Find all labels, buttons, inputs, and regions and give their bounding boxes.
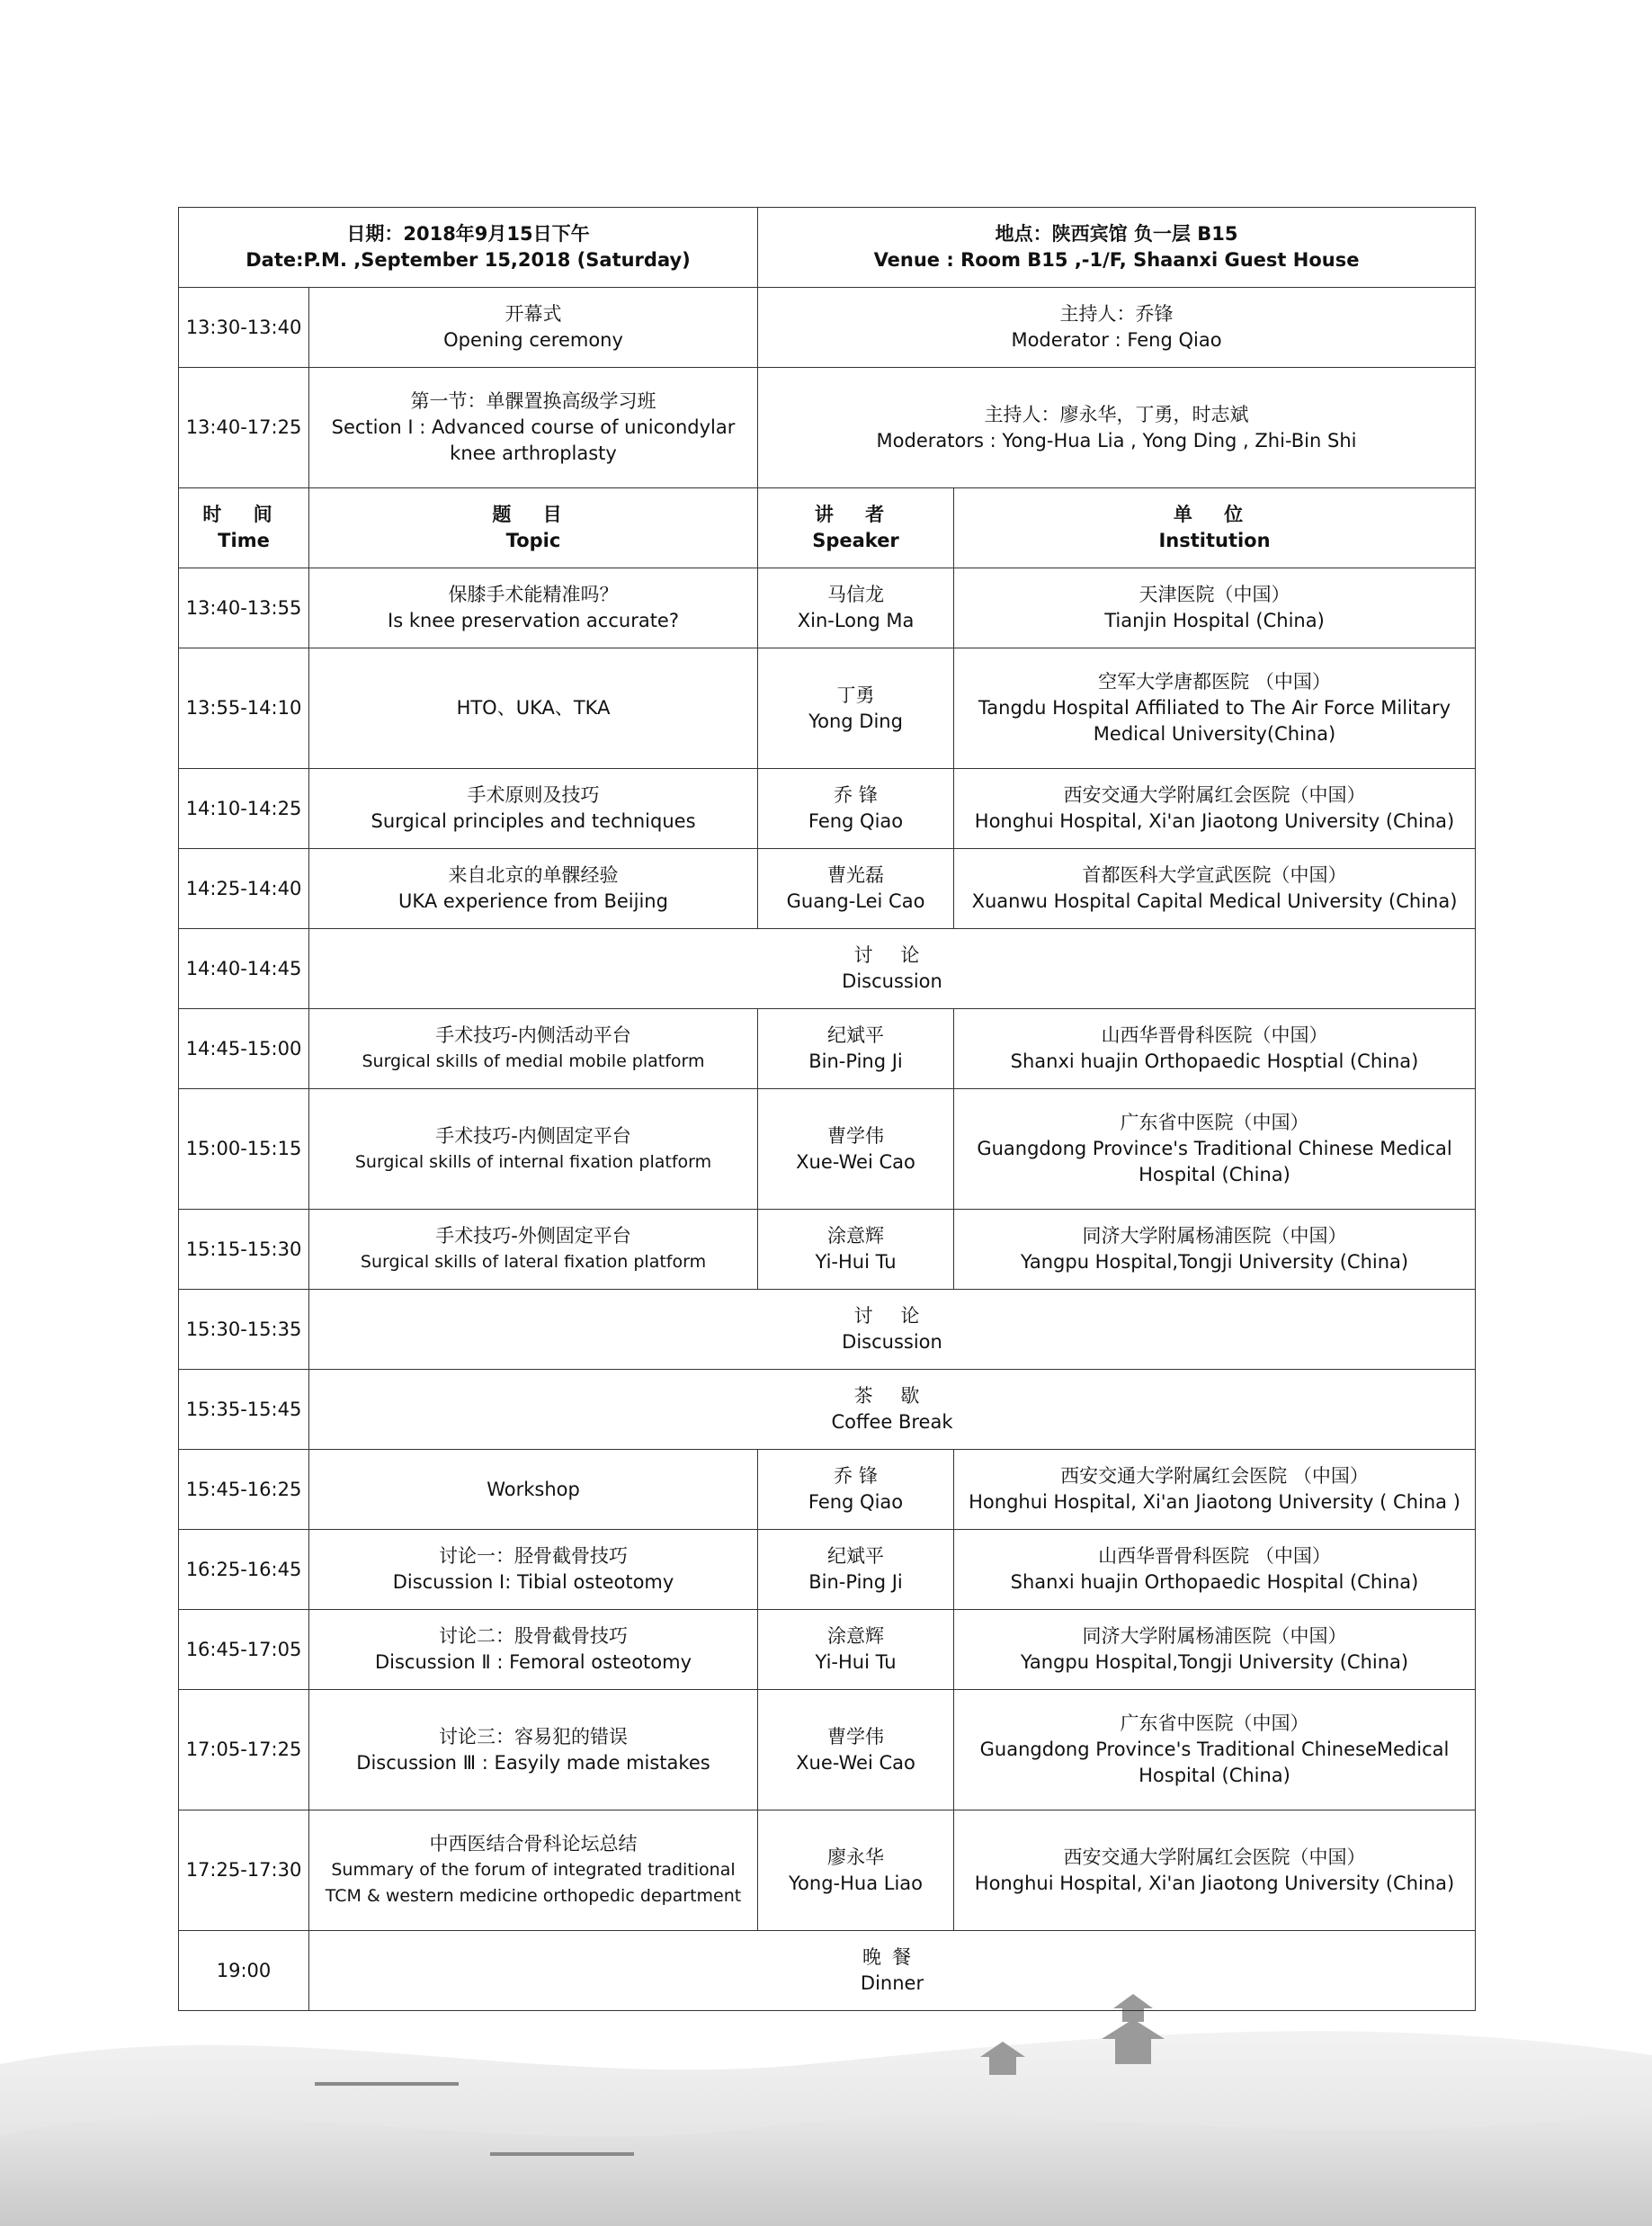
table-row — [179, 769, 1476, 849]
venue-cell — [758, 208, 1476, 288]
date-zh: 日期：2018年9月15日下午 — [346, 223, 590, 245]
time-cell: 13:55-14:10 — [179, 648, 309, 769]
topic-en-line2: knee arthroplasty — [450, 443, 617, 464]
topic-cell — [309, 1210, 758, 1290]
topic-cell-line: 手术技巧-外侧固定平台 — [435, 1225, 631, 1247]
table-row — [179, 1370, 1476, 1450]
topic-cell-line: 保膝手术能精准吗？ — [448, 584, 619, 605]
speaker-cell — [758, 648, 954, 769]
topic-cell — [309, 849, 758, 929]
time-cell: 17:25-17:30 — [179, 1810, 309, 1931]
merged-cell-line: Discussion — [842, 970, 942, 992]
institution-cell — [954, 568, 1476, 648]
speaker-cell-line: Xue-Wei Cao — [796, 1751, 915, 1774]
speaker-cell-line: 纪斌平 — [827, 1024, 885, 1046]
topic-cell-line: Discussion Ⅰ: Tibial osteotomy — [392, 1571, 674, 1593]
institution-cell-line: Tangdu Hospital Affiliated to The Air Force Military — [978, 697, 1451, 719]
moderator-cell — [758, 288, 1476, 368]
merged-cell — [309, 1290, 1476, 1370]
institution-cell-line: 天津医院（中国） — [1139, 584, 1290, 605]
speaker-cell-line: 马信龙 — [827, 584, 885, 605]
speaker-cell-line: Bin-Ping Ji — [808, 1571, 903, 1593]
speaker-cell — [758, 1690, 954, 1810]
speaker-cell — [758, 849, 954, 929]
topic-cell — [309, 1810, 758, 1931]
merged-cell-line: Discussion — [842, 1331, 942, 1353]
institution-cell-line: Tianjin Hospital (China) — [1104, 610, 1325, 631]
institution-cell-line: Medical University(China) — [1093, 723, 1336, 745]
institution-cell-line: 广东省中医院（中国） — [1120, 1712, 1309, 1734]
topic-en: Opening ceremony — [443, 329, 623, 351]
speaker-cell-line: 曹学伟 — [827, 1725, 885, 1748]
institution-cell-line: 西安交通大学附属红会医院 （中国） — [1060, 1465, 1369, 1487]
table-row — [179, 1089, 1476, 1210]
time-cell: 17:05-17:25 — [179, 1690, 309, 1810]
time-cell: 15:35-15:45 — [179, 1370, 309, 1450]
speaker-cell-line: Feng Qiao — [808, 1491, 904, 1513]
topic-en-line1: Section Ⅰ : Advanced course of unicondylar — [331, 416, 736, 438]
merged-cell — [309, 929, 1476, 1009]
time-cell: 14:25-14:40 — [179, 849, 309, 929]
col-time-header — [179, 488, 309, 568]
institution-cell — [954, 1690, 1476, 1810]
institution-cell-line: Shanxi huajin Orthopaedic Hospital (China) — [1010, 1571, 1419, 1593]
speaker-cell-line: Yi-Hui Tu — [815, 1251, 897, 1273]
topic-cell-line: 中西医结合骨科论坛总结 — [429, 1833, 638, 1855]
institution-cell-line: 首都医科大学宣武医院（中国） — [1082, 864, 1347, 886]
merged-cell — [309, 1370, 1476, 1450]
speaker-cell-line: 涂意辉 — [827, 1225, 885, 1247]
table-row — [179, 568, 1476, 648]
speaker-cell-line: Bin-Ping Ji — [808, 1050, 903, 1072]
speaker-cell-line: Xue-Wei Cao — [796, 1150, 915, 1173]
table-row — [179, 1810, 1476, 1931]
topic-cell — [309, 288, 758, 368]
institution-cell — [954, 1530, 1476, 1610]
institution-cell-line: Guangdong Province's Traditional ChineseMedical — [979, 1739, 1450, 1760]
merged-cell-line: Dinner — [860, 1972, 924, 1994]
speaker-cell-line: Yong Ding — [808, 710, 903, 732]
speaker-cell-line: 曹光磊 — [827, 864, 885, 886]
topic-cell-line: Discussion Ⅱ : Femoral osteotomy — [374, 1651, 692, 1673]
institution-cell-line: Yangpu Hospital,Tongji University (China) — [1020, 1251, 1409, 1273]
time-cell: 13:40-13:55 — [179, 568, 309, 648]
venue-en: Venue : Room B15 ,-1/F, Shaanxi Guest House — [873, 249, 1360, 271]
merged-cell-line: 茶 歇 — [853, 1385, 931, 1407]
institution-cell-line: 西安交通大学附属红会医院（中国） — [1063, 1846, 1366, 1868]
time-cell: 16:25-16:45 — [179, 1530, 309, 1610]
topic-cell-line: Surgical skills of lateral fixation platform — [360, 1252, 707, 1272]
speaker-cell-line: Guang-Lei Cao — [786, 890, 925, 912]
col-topic-header — [309, 488, 758, 568]
moderator-en: Moderator : Feng Qiao — [1011, 329, 1222, 351]
topic-cell-line: 讨论三：容易犯的错误 — [439, 1725, 628, 1748]
speaker-cell — [758, 568, 954, 648]
speaker-cell-line: 丁勇 — [836, 684, 875, 706]
table-row — [179, 1450, 1476, 1530]
speaker-cell-line: Yi-Hui Tu — [815, 1651, 897, 1673]
topic-cell-line: Surgical skills of internal fixation platform — [354, 1151, 712, 1172]
col-institution-zh: 单 位 — [1173, 504, 1256, 525]
merged-cell-line: Coffee Break — [831, 1411, 953, 1433]
speaker-cell-line: 涂意辉 — [827, 1625, 885, 1647]
col-speaker-en: Speaker — [812, 530, 899, 551]
topic-cell-line: Surgical skills of medial mobile platform — [362, 1051, 705, 1071]
table-row — [179, 1931, 1476, 2011]
moderator-cell — [758, 368, 1476, 488]
institution-cell-line: 空军大学唐都医院 （中国） — [1098, 671, 1331, 693]
speaker-cell — [758, 1009, 954, 1089]
topic-cell-line: UKA experience from Beijing — [398, 890, 668, 912]
topic-cell-line: 手术技巧-内侧活动平台 — [435, 1024, 631, 1046]
schedule-table — [178, 207, 1476, 2011]
table-row — [179, 849, 1476, 929]
col-time-zh: 时 间 — [202, 504, 285, 525]
table-row — [179, 1210, 1476, 1290]
institution-cell-line: Honghui Hospital, Xi'an Jiaotong University (China) — [974, 810, 1455, 832]
institution-cell — [954, 1009, 1476, 1089]
speaker-cell — [758, 1810, 954, 1931]
table-row — [179, 929, 1476, 1009]
col-speaker-zh: 讲 者 — [814, 504, 897, 525]
speaker-cell — [758, 1530, 954, 1610]
speaker-cell-line: 乔 锋 — [834, 784, 878, 806]
column-header-row — [179, 488, 1476, 568]
topic-cell — [309, 1610, 758, 1690]
institution-cell — [954, 1810, 1476, 1931]
time-cell: 15:15-15:30 — [179, 1210, 309, 1290]
time-cell: 19:00 — [179, 1931, 309, 2011]
time-cell: 15:30-15:35 — [179, 1290, 309, 1370]
col-institution-header — [954, 488, 1476, 568]
col-topic-en: Topic — [505, 530, 561, 551]
time-cell: 14:45-15:00 — [179, 1009, 309, 1089]
col-institution-en: Institution — [1158, 530, 1271, 551]
institution-cell — [954, 1089, 1476, 1210]
institution-cell-line: Xuanwu Hospital Capital Medical University (China) — [971, 890, 1458, 912]
topic-cell-line: 来自北京的单髁经验 — [448, 864, 619, 886]
topic-cell-line: 手术原则及技巧 — [467, 784, 600, 806]
institution-cell-line: Hospital (China) — [1139, 1164, 1290, 1185]
table-row — [179, 1690, 1476, 1810]
topic-cell-line: 讨论一：胫骨截骨技巧 — [439, 1545, 628, 1567]
merged-cell-line: 晚餐 — [862, 1946, 922, 1968]
table-row — [179, 1009, 1476, 1089]
speaker-cell — [758, 1450, 954, 1530]
institution-cell-line: 广东省中医院（中国） — [1120, 1112, 1309, 1133]
institution-cell — [954, 1210, 1476, 1290]
institution-cell-line: 山西华晋骨科医院（中国） — [1101, 1024, 1328, 1046]
topic-cell-line: 讨论二：股骨截骨技巧 — [439, 1625, 628, 1647]
speaker-cell — [758, 1089, 954, 1210]
col-time-en: Time — [218, 530, 270, 551]
moderator-zh: 主持人：乔锋 — [1059, 303, 1174, 325]
table-row — [179, 1610, 1476, 1690]
topic-cell — [309, 1009, 758, 1089]
topic-cell — [309, 1450, 758, 1530]
institution-cell — [954, 1450, 1476, 1530]
table-row — [179, 648, 1476, 769]
topic-cell — [309, 568, 758, 648]
topic-cell-line: Surgical principles and techniques — [371, 810, 696, 832]
header-row — [179, 208, 1476, 288]
date-en: Date:P.M. ,September 15,2018 (Saturday) — [246, 249, 691, 271]
topic-cell-line: TCM & western medicine orthopedic department — [325, 1886, 742, 1906]
topic-cell — [309, 648, 758, 769]
institution-cell-line: 西安交通大学附属红会医院（中国） — [1063, 784, 1366, 806]
time-cell: 13:30-13:40 — [179, 288, 309, 368]
topic-cell-line: 手术技巧-内侧固定平台 — [435, 1124, 631, 1147]
speaker-cell — [758, 769, 954, 849]
institution-cell-line: Honghui Hospital, Xi'an Jiaotong University ( China ) — [969, 1491, 1460, 1513]
col-topic-zh: 题 目 — [492, 504, 575, 525]
topic-cell — [309, 1089, 758, 1210]
time-cell: 16:45-17:05 — [179, 1610, 309, 1690]
institution-cell-line: 同济大学附属杨浦医院（中国） — [1082, 1625, 1347, 1647]
venue-zh: 地点：陕西宾馆 负一层 B15 — [995, 223, 1238, 245]
institution-cell-line: 山西华晋骨科医院 （中国） — [1098, 1545, 1331, 1567]
speaker-cell-line: Xin-Long Ma — [797, 610, 915, 631]
table-row — [179, 1530, 1476, 1610]
time-cell: 15:45-16:25 — [179, 1450, 309, 1530]
time-cell: 15:00-15:15 — [179, 1089, 309, 1210]
institution-cell-line: 同济大学附属杨浦医院（中国） — [1082, 1225, 1347, 1247]
institution-cell-line: Honghui Hospital, Xi'an Jiaotong University (China) — [974, 1872, 1455, 1894]
time-cell: 13:40-17:25 — [179, 368, 309, 488]
speaker-cell-line: Feng Qiao — [808, 810, 904, 832]
speaker-cell-line: 乔 锋 — [834, 1465, 878, 1487]
topic-cell-line: Is knee preservation accurate? — [388, 610, 679, 631]
topic-cell — [309, 769, 758, 849]
topic-zh: 开幕式 — [505, 303, 562, 325]
merged-cell-line: 讨 论 — [853, 944, 931, 966]
topic-cell — [309, 1690, 758, 1810]
speaker-cell-line: 廖永华 — [827, 1846, 885, 1868]
time-cell: 14:40-14:45 — [179, 929, 309, 1009]
speaker-cell — [758, 1610, 954, 1690]
topic-cell — [309, 368, 758, 488]
table-row — [179, 1290, 1476, 1370]
opening-row — [179, 288, 1476, 368]
institution-cell-line: Hospital (China) — [1139, 1765, 1290, 1786]
topic-cell-line: Workshop — [487, 1478, 580, 1500]
speaker-cell — [758, 1210, 954, 1290]
moderator-en: Moderators : Yong-Hua Lia , Yong Ding , Zhi-Bin Shi — [876, 429, 1357, 451]
institution-cell-line: Guangdong Province's Traditional Chinese Medical — [977, 1138, 1452, 1159]
merged-cell — [309, 1931, 1476, 2011]
institution-cell-line: Shanxi huajin Orthopaedic Hosptial (China) — [1010, 1050, 1419, 1072]
institution-cell — [954, 769, 1476, 849]
institution-cell — [954, 849, 1476, 929]
speaker-cell-line: 纪斌平 — [827, 1545, 885, 1567]
institution-cell-line: Yangpu Hospital,Tongji University (China) — [1020, 1651, 1409, 1673]
date-cell — [179, 208, 758, 288]
col-speaker-header — [758, 488, 954, 568]
time-cell: 14:10-14:25 — [179, 769, 309, 849]
institution-cell — [954, 1610, 1476, 1690]
speaker-cell-line: Yong-Hua Liao — [789, 1872, 924, 1894]
topic-zh: 第一节：单髁置换高级学习班 — [410, 390, 656, 412]
topic-cell-line: Discussion Ⅲ : Easyily made mistakes — [356, 1751, 710, 1774]
section-row — [179, 368, 1476, 488]
topic-cell-line: HTO、UKA、TKA — [456, 697, 611, 719]
speaker-cell-line: 曹学伟 — [827, 1124, 885, 1147]
institution-cell — [954, 648, 1476, 769]
topic-cell-line: Summary of the forum of integrated traditional — [331, 1860, 736, 1880]
topic-cell — [309, 1530, 758, 1610]
moderator-zh: 主持人：廖永华，丁勇，时志斌 — [984, 403, 1249, 425]
merged-cell-line: 讨 论 — [853, 1305, 931, 1327]
